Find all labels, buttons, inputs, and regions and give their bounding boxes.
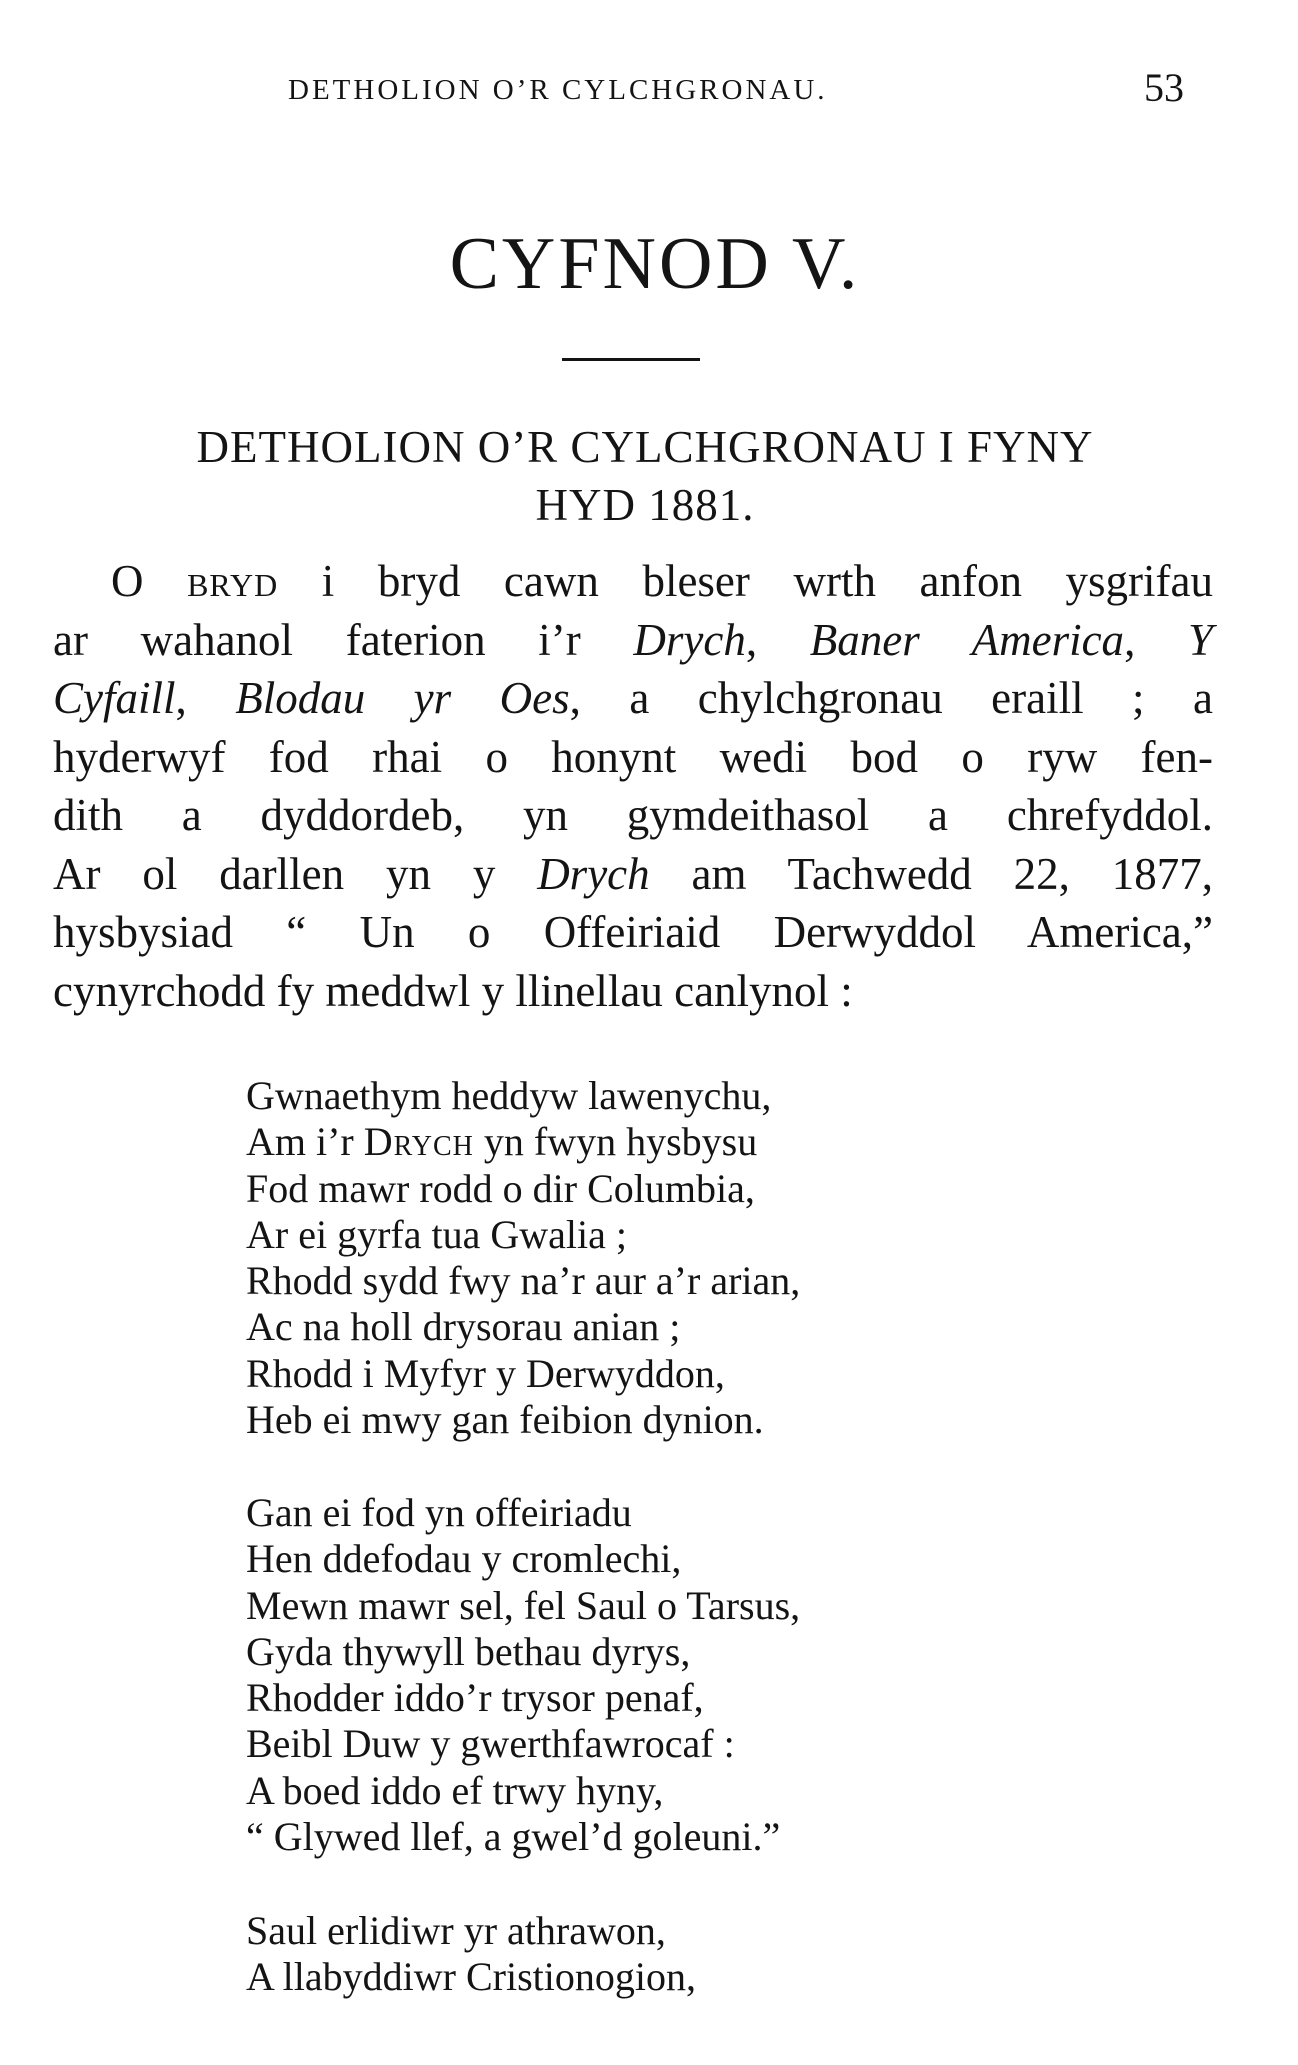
prose-line-1 [53, 552, 1213, 611]
verse-line: Rhodd i Myfyr y Derwyddon, [246, 1350, 725, 1396]
verse-line: Ar ei gyrfa tua Gwalia ; [246, 1211, 627, 1257]
poem-stanza-3 [246, 1908, 1046, 2001]
prose-line-7: hysbysiad “ Un o Offeiriaid Derwyddol America,” [53, 907, 1213, 957]
periodical-title: Drych [537, 848, 650, 899]
verse-line: Saul erlidiwr yr athrawon, [246, 1908, 666, 1953]
small-caps-word: Drych [363, 1119, 474, 1165]
separator: , [175, 673, 236, 723]
prose-text: Ar ol darllen yn y [53, 848, 538, 899]
periodical-title: Blodau yr Oes [235, 673, 570, 723]
section-heading-line-1: DETHOLION O’R CYLCHGRONAU I FYNY [196, 422, 1094, 472]
verse-line: “ Glywed llef, a gwel’d goleuni.” [246, 1814, 781, 1860]
prose-text: ar wahanol faterion i’r [53, 614, 634, 665]
prose-text: , a chylchgronau eraill ; a [569, 673, 1214, 723]
periodical-title: Baner America [809, 614, 1125, 665]
page-number: 53 [1144, 65, 1184, 110]
verse-line: A boed iddo ef trwy hyny, [246, 1767, 664, 1813]
opening-word: O [111, 556, 144, 606]
separator: , [745, 614, 810, 665]
prose-paragraph [53, 552, 1213, 1020]
verse-line: Gwnaethym heddyw lawenychu, [246, 1073, 772, 1118]
verse-line: Rhodd sydd fwy na’r aur a’r arian, [246, 1258, 801, 1304]
periodical-title: Drych [633, 614, 746, 665]
poem-stanza-1 [246, 1073, 1046, 1443]
verse-line: Heb ei mwy gan feibion dynion. [246, 1397, 764, 1443]
verse-line: Mewn mawr sel, fel Saul o Tarsus, [246, 1582, 801, 1628]
verse-line: Hen ddefodau y cromlechi, [246, 1536, 682, 1582]
verse-line: Rhodder iddo’r trysor penaf, [246, 1675, 704, 1721]
verse-text: yn fwyn hysbysu [473, 1119, 758, 1165]
verse-line: Gan ei fod yn offeiriadu [246, 1490, 632, 1535]
verse-line: Ac na holl drysorau anian ; [246, 1304, 681, 1350]
prose-line-6 [53, 845, 1213, 904]
prose-line-4: hyderwyf fod rhai o honynt wedi bod o ryw fen- [53, 731, 1213, 782]
section-heading [40, 418, 1250, 534]
prose-line-3 [53, 669, 1213, 728]
section-heading-line-2: HYD 1881. [535, 480, 755, 530]
periodical-title: Y [1187, 614, 1213, 665]
running-head [0, 62, 1298, 122]
prose-line-8: cynyrchodd fy meddwl y llinellau canlynol : [53, 965, 853, 1016]
prose-line-2 [53, 611, 1213, 670]
prose-text: am Tachwedd 22, 1877, [649, 848, 1213, 899]
running-title: DETHOLION O’R CYLCHGRONAU. [288, 74, 828, 106]
separator: , [1124, 614, 1188, 665]
verse-line: Gyda thywyll bethau dyrys, [246, 1628, 691, 1674]
verse-line [246, 1119, 1046, 1165]
verse-line: A llabyddiwr Cristionogion, [246, 1954, 696, 2000]
verse-line: Fod mawr rodd o dir Columbia, [246, 1165, 755, 1211]
prose-line-5: dith a dyddordeb, yn gymdeithasol a chrefyddol. [53, 790, 1213, 840]
heading-rule [562, 358, 700, 361]
poem-stanza-2 [246, 1490, 1046, 1860]
small-caps-word: bryd [187, 556, 279, 606]
chapter-heading: CYFNOD V. [449, 223, 861, 305]
verse-text: Am i’r [246, 1119, 364, 1165]
prose-line-1-rest: i bryd cawn bleser wrth anfon ysgrifau [278, 556, 1214, 606]
periodical-title: Cyfaill [53, 673, 176, 723]
verse-line: Beibl Duw y gwerthfawrocaf : [246, 1721, 735, 1767]
